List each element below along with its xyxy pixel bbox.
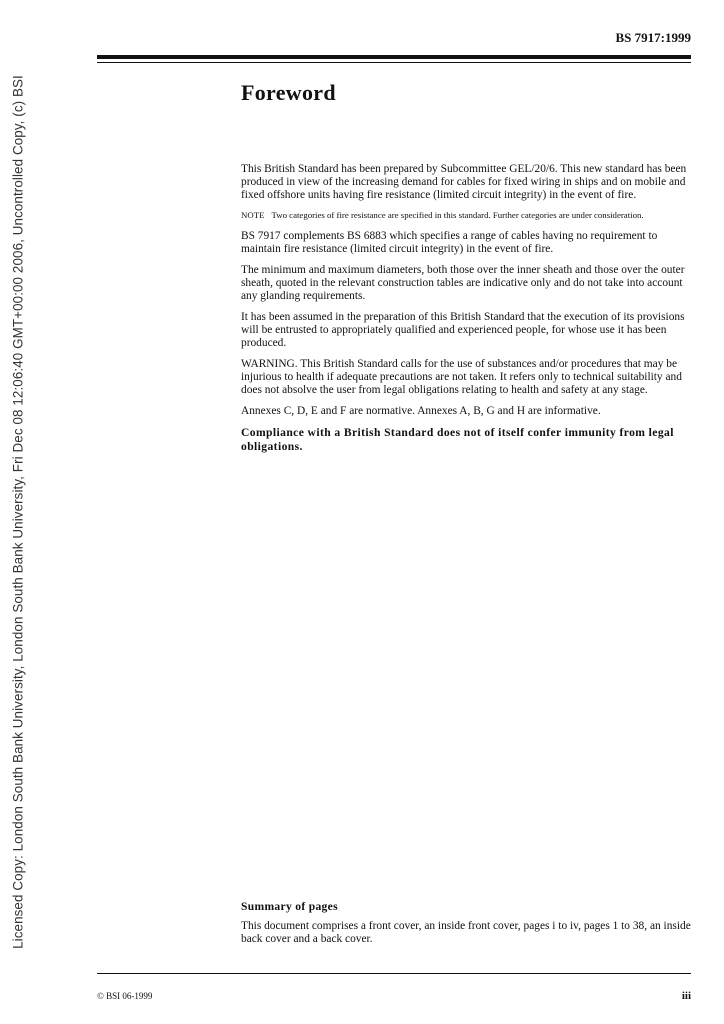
foreword-body <box>241 163 693 462</box>
page-title: Foreword <box>241 80 336 105</box>
footer-rule <box>97 973 691 974</box>
paragraph-annexes: Annexes C, D, E and F are normative. Annexes A, B, G and H are informative. <box>241 405 601 417</box>
document-code: BS 7917:1999 <box>615 30 691 45</box>
paragraph-warning: WARNING. This British Standard calls for the use of substances and/or procedures that may be injurious to health if adequate precautions are not taken. It refers only to technical suitability and does not absolve the user from legal obligations relating to health and safety at any stage. <box>241 358 682 396</box>
paragraph-preparation: This British Standard has been prepared by Subcommittee GEL/20/6. This new standard has been produced in view of the increasing demand for cables for fixed wiring in ships and on mobile and fixed offshore units having fire resistance (limited circuit integrity) in the event of fire. <box>241 163 687 201</box>
license-watermark: Licensed Copy: London South Bank University, London South Bank University, Fri Dec 08 12:06:40 GMT+00:00 2006, Uncontrolled Copy, (c) BSI <box>10 75 26 949</box>
header-rule-thin <box>97 62 691 63</box>
summary-text: This document comprises a front cover, an inside front cover, pages i to iv, pages 1 to 38, an inside back cover and a back cover. <box>241 920 691 945</box>
note-text: Two categories of fire resistance are specified in this standard. Further categories are under consideration. <box>271 210 644 220</box>
header-rule-thick <box>97 55 691 59</box>
summary-of-pages <box>241 900 693 946</box>
page-number: iii <box>681 990 691 1002</box>
note <box>241 210 693 221</box>
summary-heading: Summary of pages <box>241 900 338 913</box>
footer-copyright: © BSI 06-1999 <box>97 991 153 1001</box>
paragraph-assumption: It has been assumed in the preparation of this British Standard that the execution of its provisions will be entrusted to appropriately qualified and experienced people, for whose use it has been produced. <box>241 311 685 349</box>
paragraph-diameters: The minimum and maximum diameters, both those over the inner sheath and those over the outer sheath, quoted in the relevant construction tables are indicative only and do not take into account any glanding requirements. <box>241 264 685 302</box>
paragraph-complements: BS 7917 complements BS 6883 which specifies a range of cables having no requirement to maintain fire resistance (limited circuit integrity) in the event of fire. <box>241 230 658 255</box>
note-label: NOTE <box>241 210 265 220</box>
compliance-statement: Compliance with a British Standard does not of itself confer immunity from legal obligations. <box>241 426 674 453</box>
